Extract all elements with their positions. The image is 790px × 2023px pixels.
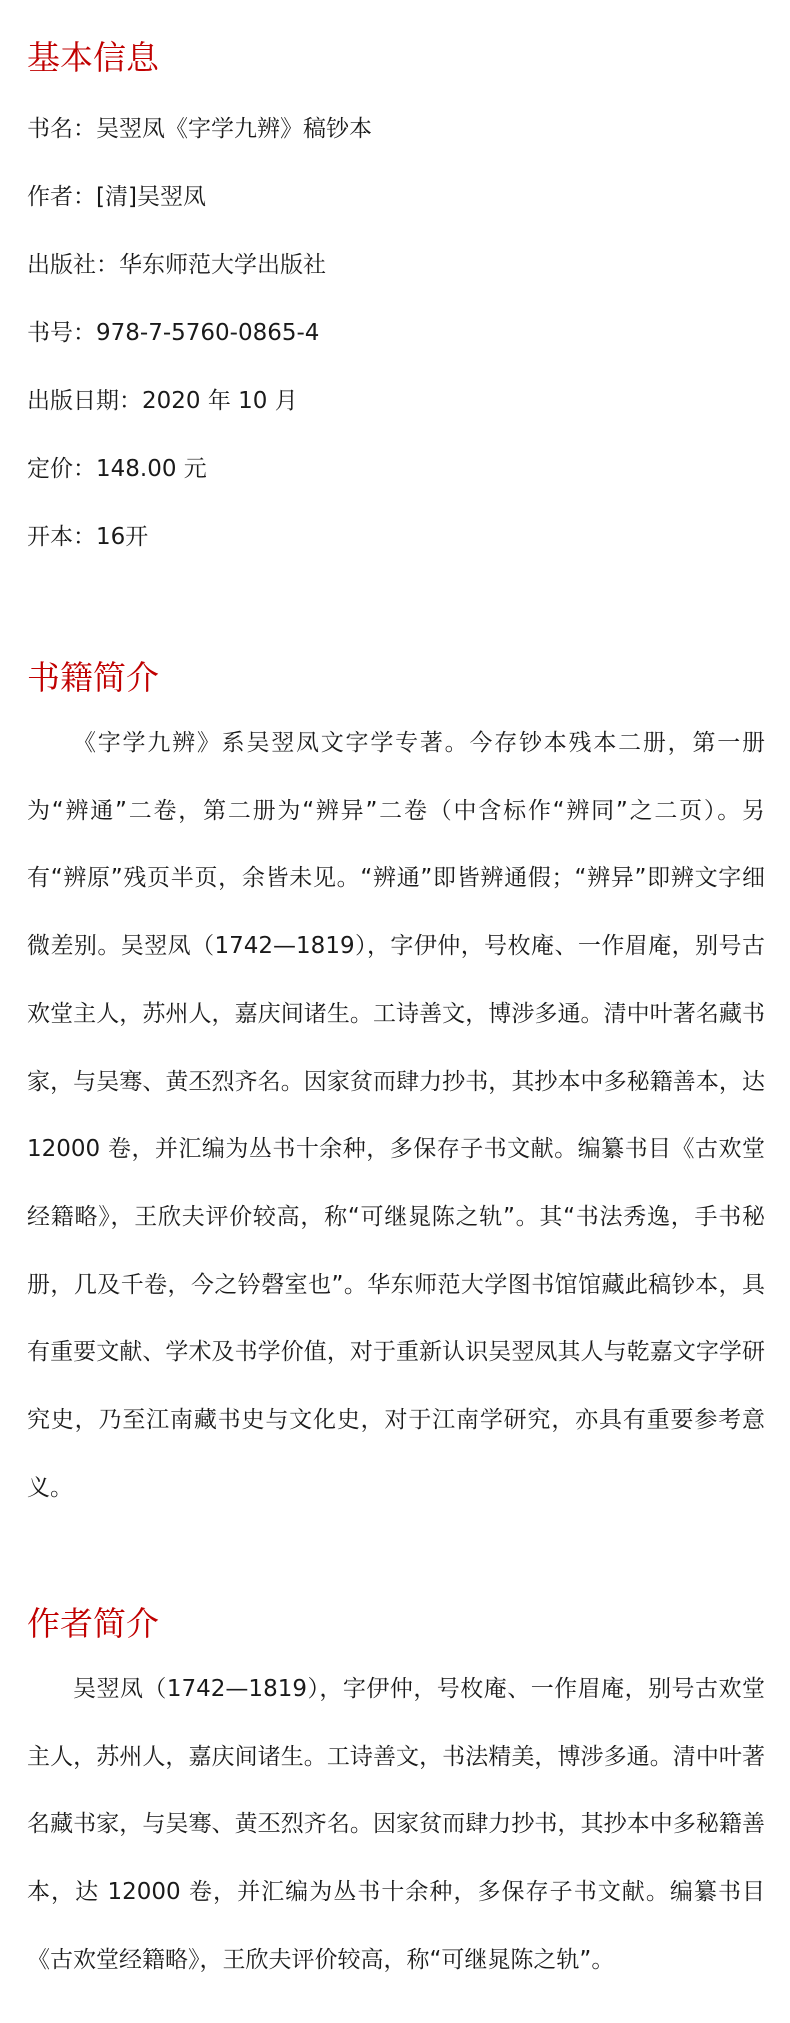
info-publish-date: 出版日期：2020 年 10 月 (27, 388, 298, 414)
info-publisher: 出版社：华东师范大学出版社 (27, 252, 326, 278)
info-author: 作者：[清]吴翌凤 (27, 184, 206, 210)
author-intro-paragraph: 吴翌凤（1742—1819），字伊仲，号枚庵、一作眉庵，别号古欢堂主人，苏州人，嘉庆间诸生。工诗善文，书法精美，博涉多通。清中叶著名藏书家，与吴骞、黄丕烈齐名。因家贫而肆力抄书，其抄本中多秘籍善本，达 12000 卷，并汇编为丛书十余种，多保存子书文献。编纂书目《古欢堂经籍略》，王欣夫评价较高，称“可继晁陈之轨”。 (27, 1676, 765, 1973)
info-price: 定价：148.00 元 (27, 456, 207, 482)
info-isbn: 书号：978-7-5760-0865-4 (27, 320, 320, 346)
author-intro-heading: 作者简介 (27, 1604, 159, 1643)
book-intro-paragraph: 《字学九辨》系吴翌凤文字学专著。今存钞本残本二册，第一册为“辨通”二卷，第二册为“辨异”二卷（中含标作“辨同”之二页）。另有“辨原”残页半页，余皆未见。“辨通”即皆辨通假；“辨异”即辨文字细微差别。吴翌凤（1742—1819），字伊仲，号枚庵、一作眉庵，别号古欢堂主人，苏州人，嘉庆间诸生。工诗善文，博涉多通。清中叶著名藏书家，与吴骞、黄丕烈齐名。因家贫而肆力抄书，其抄本中多秘籍善本，达 12000 卷，并汇编为丛书十余种，多保存子书文献。编纂书目《古欢堂经籍略》，王欣夫评价较高，称“可继晁陈之轨”。其“书法秀逸，手书秘册，几及千卷，今之钤磬室也”。华东师范大学图书馆馆藏此稿钞本，具有重要文献、学术及书学价值，对于重新认识吴翌凤其人与乾嘉文字学研究史，乃至江南藏书史与文化史，对于江南学研究，亦具有重要参考意义。 (27, 730, 765, 1501)
info-format: 开本：16开 (27, 524, 149, 550)
book-intro-heading: 书籍简介 (27, 658, 159, 697)
basic-info-heading: 基本信息 (27, 38, 159, 77)
info-title: 书名：吴翌凤《字学九辨》稿钞本 (27, 116, 372, 142)
